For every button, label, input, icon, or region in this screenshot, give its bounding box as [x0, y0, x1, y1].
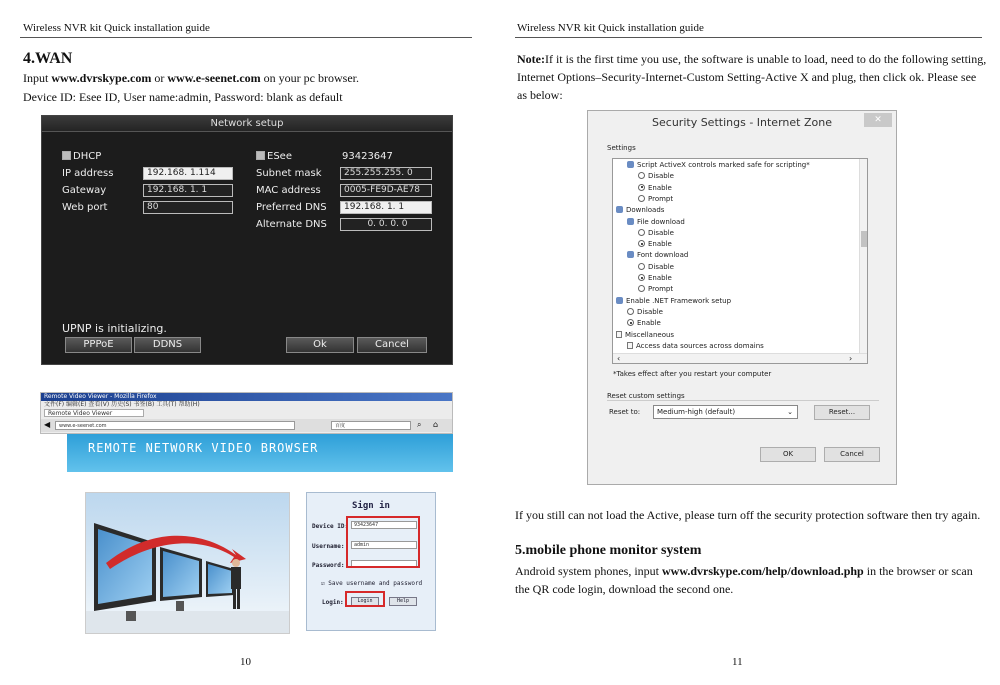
browser-title-bar: Remote Video Viewer - Mozilla Firefox	[41, 393, 452, 401]
page-number: 11	[732, 656, 743, 668]
running-header: Wireless NVR kit Quick installation guide	[517, 22, 704, 34]
dhcp-checkbox[interactable]	[62, 151, 101, 162]
text-span: or	[151, 71, 168, 85]
device-id-input[interactable]: 93423647	[351, 521, 417, 529]
chevron-down-icon: ⌄	[787, 408, 793, 416]
page-number: 10	[240, 656, 251, 668]
horizontal-scrollbar[interactable]	[613, 353, 868, 364]
radio-icon	[627, 308, 634, 315]
search-field[interactable]: 百度	[331, 421, 411, 430]
alternate-dns-label: Alternate DNS	[256, 219, 327, 230]
text-span: Android system phones, input	[515, 564, 662, 578]
setting-label: Enable	[637, 319, 661, 328]
scroll-thumb[interactable]	[861, 231, 867, 247]
ok-button[interactable]: Ok	[286, 337, 354, 353]
scroll-right-icon[interactable]: ›	[849, 354, 853, 363]
url-eseenet: www.e-seenet.com	[167, 71, 261, 85]
mac-address-label: MAC address	[256, 185, 321, 196]
esee-id: 93423647	[342, 151, 393, 162]
running-header: Wireless NVR kit Quick installation guide	[23, 22, 210, 34]
url-dvrskype: www.dvrskype.com	[51, 71, 152, 85]
pppoe-button[interactable]: PPPoE	[65, 337, 132, 353]
web-port-label: Web port	[62, 202, 108, 213]
radio-selected-icon	[638, 240, 645, 247]
save-credentials-checkbox[interactable]	[321, 580, 422, 587]
setting-radio-option[interactable]	[638, 184, 672, 192]
settings-list[interactable]	[612, 158, 868, 364]
radio-selected-icon	[627, 319, 634, 326]
setting-radio-option[interactable]	[638, 285, 673, 293]
home-icon[interactable]: ⌂	[433, 420, 439, 429]
radio-icon	[638, 285, 645, 292]
note-text: If it is the first time you use, the software is unable to load, need to do the following setting,	[544, 52, 987, 66]
browser-window	[40, 392, 453, 434]
setting-radio-option[interactable]	[627, 319, 661, 327]
settings-icon	[616, 206, 623, 213]
text-span: in the browser or scan	[863, 564, 973, 578]
reset-level-select[interactable]	[653, 405, 798, 419]
radio-icon	[638, 229, 645, 236]
gateway-label: Gateway	[62, 185, 107, 196]
active-x-hint: If you still can not load the Active, please turn off the security protection software then try again.	[515, 508, 981, 522]
web-port-field[interactable]: 80	[143, 201, 233, 214]
reset-group-label: Reset custom settings	[607, 392, 685, 400]
mac-address-field[interactable]: 0005-FE9D-AE78	[340, 184, 432, 197]
setting-radio-option[interactable]	[638, 195, 673, 203]
preferred-dns-label: Preferred DNS	[256, 202, 327, 213]
banner-title: REMOTE NETWORK VIDEO BROWSER	[88, 441, 319, 455]
mobile-line-2: the QR code login, download the second one.	[515, 582, 734, 596]
subnet-mask-field[interactable]: 255.255.255. 0	[340, 167, 432, 180]
reset-button[interactable]: Reset...	[814, 405, 870, 420]
setting-radio-option[interactable]	[638, 274, 672, 282]
cancel-button[interactable]: Cancel	[824, 447, 880, 462]
highlight-credentials	[346, 516, 420, 568]
ip-address-field[interactable]: 192.168. 1.114	[143, 167, 233, 180]
settings-icon	[616, 297, 623, 304]
setting-radio-option[interactable]	[638, 172, 674, 180]
device-id-label: Device ID:	[312, 523, 349, 530]
setting-label: Downloads	[626, 206, 665, 215]
setting-label: Font download	[637, 251, 689, 260]
vertical-scrollbar[interactable]	[859, 159, 868, 353]
setting-label: File download	[637, 217, 685, 226]
setting-item	[627, 218, 685, 226]
setting-label: Enable .NET Framework setup	[626, 296, 732, 305]
radio-icon	[638, 195, 645, 202]
radio-icon	[638, 263, 645, 270]
setting-label: Enable	[648, 183, 672, 192]
note-label: Note:	[517, 52, 545, 66]
document-icon	[616, 331, 622, 338]
setting-radio-option[interactable]	[638, 263, 674, 271]
setting-radio-option[interactable]	[638, 240, 672, 248]
alternate-dns-field[interactable]: 0. 0. 0. 0	[340, 218, 432, 231]
radio-selected-icon	[638, 184, 645, 191]
sign-in-title: Sign in	[352, 501, 390, 511]
setting-label: Access data sources across domains	[636, 341, 764, 350]
search-icon[interactable]: ⌕	[417, 420, 422, 429]
settings-icon	[627, 218, 634, 225]
setting-item	[616, 331, 674, 339]
monitor-artwork	[86, 493, 290, 634]
network-setup-title: Network setup	[42, 116, 452, 132]
setting-item	[627, 161, 810, 169]
setting-label: Disable	[648, 228, 674, 237]
dialog-title: Security Settings - Internet Zone	[652, 116, 832, 129]
ok-button[interactable]: OK	[760, 447, 816, 462]
setting-item	[616, 206, 664, 214]
settings-icon	[627, 251, 634, 258]
check-icon: ☑	[321, 580, 325, 587]
header-rule	[20, 37, 472, 38]
setting-label: Disable	[648, 172, 674, 181]
login-label: Login:	[322, 599, 344, 606]
group-divider	[607, 400, 879, 401]
back-icon[interactable]: ◀	[44, 420, 51, 429]
login-button[interactable]: Login	[351, 597, 379, 606]
setting-label: Prompt	[648, 194, 674, 203]
gateway-field[interactable]: 192.168. 1. 1	[143, 184, 233, 197]
setting-label: Disable	[637, 307, 663, 316]
setting-label: Enable	[648, 240, 672, 249]
note-line-3: as below:	[517, 88, 563, 102]
setting-label: Prompt	[648, 285, 674, 294]
left-page	[0, 0, 490, 685]
browser-nav-bar	[41, 419, 452, 432]
setting-radio-option[interactable]	[627, 308, 663, 316]
reset-level-value: Medium-high (default)	[657, 408, 736, 416]
help-button[interactable]: Help	[389, 597, 417, 606]
esee-checkbox[interactable]	[256, 151, 292, 162]
setting-label: Disable	[648, 262, 674, 271]
checkbox-icon	[62, 151, 71, 160]
radio-selected-icon	[638, 274, 645, 281]
ddns-button[interactable]: DDNS	[134, 337, 201, 353]
document-icon	[627, 342, 633, 349]
section-title: 4.WAN	[23, 50, 73, 67]
dhcp-label: DHCP	[73, 151, 102, 162]
upnp-status: UPNP is initializing.	[62, 322, 167, 335]
monitor-illustration	[85, 492, 290, 634]
settings-label: Settings	[607, 144, 636, 152]
setting-radio-option[interactable]	[638, 229, 674, 237]
reset-to-label: Reset to:	[609, 408, 641, 416]
subnet-mask-label: Subnet mask	[256, 168, 322, 179]
browser-menu-bar[interactable]: 文件(F) 编辑(E) 查看(V) 历史(S) 书签(B) 工具(T) 帮助(H)	[44, 401, 200, 408]
note-line-1	[517, 52, 986, 67]
section-title: 5.mobile phone monitor system	[515, 543, 702, 558]
mobile-line-1	[515, 564, 973, 579]
setting-label: Script ActiveX controls marked safe for scripting*	[637, 161, 810, 169]
browser-tab-bar	[41, 409, 452, 419]
security-settings-dialog	[587, 110, 897, 485]
username-input[interactable]: admin	[351, 541, 417, 549]
instruction-line	[23, 71, 359, 86]
download-url: www.dvrskype.com/help/download.php	[662, 564, 864, 578]
cancel-button[interactable]: Cancel	[357, 337, 427, 353]
header-rule	[515, 37, 982, 38]
device-id-line: Device ID: Esee ID, User name:admin, Password: blank as default	[23, 90, 343, 104]
highlight-login	[345, 591, 385, 607]
setting-label: Miscellaneous	[625, 330, 675, 339]
username-label: Username:	[312, 543, 345, 550]
radio-icon	[638, 172, 645, 179]
preferred-dns-field[interactable]: 192.168. 1. 1	[340, 201, 432, 214]
scroll-left-icon[interactable]: ‹	[617, 354, 621, 363]
password-label: Password:	[312, 562, 345, 569]
text-span: on your pc browser.	[260, 71, 359, 85]
text-span: Input	[23, 71, 52, 85]
note-line-2: Internet Options–Security-Internet-Custom Setting-Active X and plug, then click ok. Please see	[517, 70, 977, 84]
network-setup-panel	[41, 115, 453, 365]
setting-item	[616, 297, 731, 305]
ip-address-label: IP address	[62, 168, 114, 179]
esee-label: ESee	[267, 151, 292, 162]
browser-tab[interactable]: Remote Video Viewer	[44, 409, 144, 417]
settings-icon	[627, 161, 634, 168]
setting-item	[627, 251, 688, 259]
restart-note: *Takes effect after you restart your computer	[613, 370, 772, 378]
setting-item	[627, 342, 764, 350]
checkbox-icon	[256, 151, 265, 160]
close-icon[interactable]: ✕	[864, 113, 892, 127]
save-credentials-label: Save username and password	[328, 580, 423, 587]
setting-label: Enable	[648, 274, 672, 282]
address-bar[interactable]: www.e-seenet.com	[55, 421, 295, 430]
